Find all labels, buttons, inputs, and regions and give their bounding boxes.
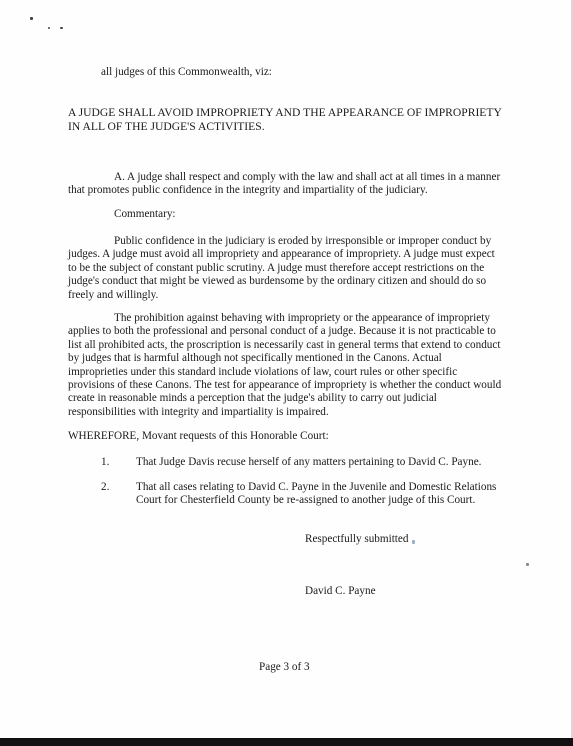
- list-number: 1.: [101, 456, 110, 468]
- heading-line: IN ALL OF THE JUDGE'S ACTIVITIES.: [68, 119, 265, 133]
- wherefore-line: WHEREFORE, Movant requests of this Honorable Court:: [68, 430, 329, 442]
- paragraph-line: to be the subject of constant public scrutiny. A judge must therefore accept restrictions on the: [68, 261, 485, 274]
- paragraph-line: list all prohibited acts, the proscription is necessarily cast in general terms that extend to conduct: [68, 338, 501, 351]
- list-number: 2.: [101, 481, 110, 493]
- scan-speck: [48, 27, 50, 29]
- section-a-line: A. A judge shall respect and comply with the law and shall act at all times in a manner: [114, 171, 501, 183]
- intro-line: all judges of this Commonwealth, viz:: [101, 66, 272, 78]
- paragraph-line: freely and willingly.: [68, 288, 159, 301]
- paragraph-line: Public confidence in the judiciary is eroded by irresponsible or improper conduct by: [114, 235, 492, 247]
- commentary-label: Commentary:: [114, 208, 176, 220]
- scan-bottom-border: [0, 738, 573, 746]
- scan-speck: [30, 17, 33, 20]
- signature-name: David C. Payne: [305, 585, 376, 597]
- section-heading: [68, 106, 502, 134]
- heading-line: A JUDGE SHALL AVOID IMPROPRIETY AND THE APPEARANCE OF IMPROPRIETY: [68, 106, 502, 119]
- page-number: Page 3 of 3: [259, 661, 310, 673]
- paragraph-line: provisions of these Canons. The test for appearance of impropriety is whether the conduct would: [68, 379, 502, 392]
- list-item-line: That all cases relating to David C. Payne in the Juvenile and Domestic Relations: [136, 481, 497, 493]
- paragraph-line: judges. A judge must avoid all impropriety and appearance of impropriety. A judge must expect: [68, 248, 495, 261]
- section-a-line: that promotes public confidence in the integrity and impartiality of the judiciary.: [68, 184, 428, 197]
- paragraph-line: create in reasonable minds a perception that the judge's ability to carry out judicial: [68, 392, 437, 405]
- closing-line: Respectfully submitted: [305, 533, 409, 545]
- commentary-paragraph-1: [68, 235, 495, 302]
- paragraph-line: judge's conduct that might be viewed as burdensome by the ordinary citizen and should do so: [68, 275, 487, 288]
- paragraph-line: responsibilities with integrity and impartiality is impaired.: [68, 405, 329, 418]
- list-item: [136, 481, 496, 508]
- scan-speck: [526, 563, 529, 566]
- list-item-line: That Judge Davis recuse herself of any matters pertaining to David C. Payne.: [136, 456, 482, 468]
- scan-speck: [412, 540, 415, 544]
- paragraph-line: applies to both the professional and personal conduct of a judge. Because it is not practicable to: [68, 325, 496, 338]
- paragraph-line: by judges that is harmful although not specifically mentioned in the Canons. Actual: [68, 352, 442, 365]
- scan-speck: [60, 27, 63, 29]
- paragraph-line: The prohibition against behaving with impropriety or the appearance of impropriety: [114, 312, 490, 324]
- list-item: [136, 456, 481, 469]
- section-a: [68, 171, 500, 198]
- list-item-line: Court for Chesterfield County be re-assigned to another judge of this Court.: [136, 494, 476, 507]
- commentary-paragraph-2: [68, 312, 501, 419]
- paragraph-line: improprieties under this standard include violations of law, court rules or other specific: [68, 365, 458, 378]
